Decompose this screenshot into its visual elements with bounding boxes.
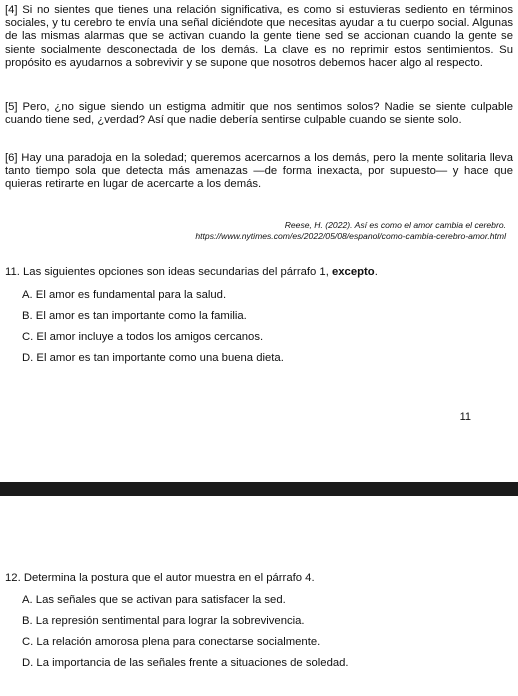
question-11-option-d[interactable]: D. El amor es tan importante como una buena dieta. [22,352,284,364]
question-12-title: 12. Determina la postura que el autor muestra en el párrafo 4. [5,572,315,584]
question-12-option-d[interactable]: D. La importancia de las señales frente a situaciones de soledad. [22,657,349,669]
question-12-option-b[interactable]: B. La represión sentimental para lograr la sobrevivencia. [22,615,305,627]
question-11-title [5,266,378,278]
question-12-option-a[interactable]: A. Las señales que se activan para satisfacer la sed. [22,594,286,606]
question-11-emphasis: excepto [331,266,375,278]
page-number: 11 [459,411,471,423]
paragraph-5: [5] Pero, ¿no sigue siendo un estigma admitir que nos sentimos solos? Nadie se siente culpable cuando tiene sed, ¿verdad? Así que nadie debería sentirse culpable cuando se siente solo. [5,101,513,127]
question-11-suffix: . [374,266,378,278]
question-11-option-a[interactable]: A. El amor es fundamental para la salud. [22,289,227,301]
page-separator [0,482,518,496]
question-11-prefix: 11. Las siguientes opciones son ideas secundarias del párrafo 1, [5,266,332,278]
question-12-option-c[interactable]: C. La relación amorosa plena para conectarse socialmente. [22,636,321,648]
reference-citation: Reese, H. (2022). Así es como el amor cambia el cerebro. [284,220,506,230]
question-11-option-c[interactable]: C. El amor incluye a todos los amigos cercanos. [22,331,264,343]
question-11-option-b[interactable]: B. El amor es tan importante como la familia. [22,310,247,322]
paragraph-4: [4] Si no sientes que tienes una relación significativa, es como si estuvieras sediento en términos sociales, y tu cerebro te envía una señal diciéndote que necesitas ayudar a tu cuerpo social. Algunas de las mismas alarmas que se activan cuando la gente tiene sed se accionan cuando la gente se siente socialmente desconectada de los demás. La clave es no reprimir estos sentimientos. Su propósito es ayudarnos a sobrevivir y se supone que nosotros debemos hacer algo al respecto. [5,4,513,69]
reference-url: https://www.nytimes.com/es/2022/05/08/espanol/como-cambia-cerebro-amor.html [195,231,506,241]
paragraph-6: [6] Hay una paradoja en la soledad; queremos acercarnos a los demás, pero la mente solitaria lleva tanto tiempo sola que detecta más amenazas —de forma inexacta, por supuesto— y hace que quieras retirarte en lugar de acercarte a los demás. [5,152,513,191]
